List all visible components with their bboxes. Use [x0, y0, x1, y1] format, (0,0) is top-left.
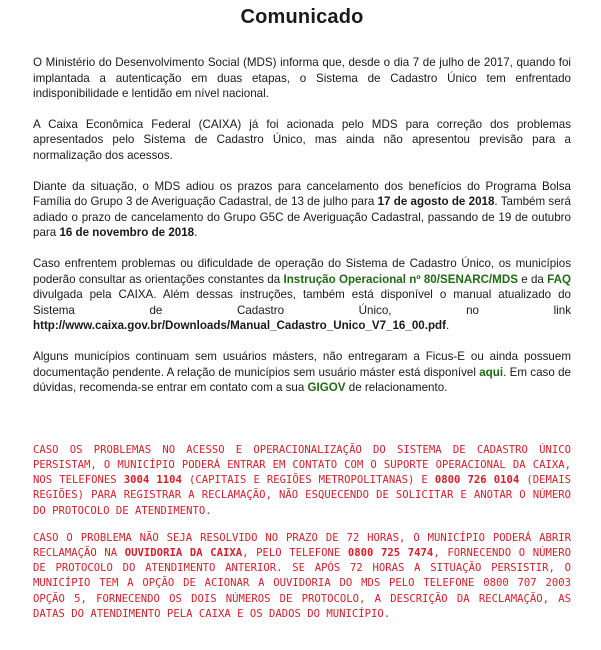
phone-capitals: 3004 1104: [123, 474, 182, 487]
text: CASO OS PROBLEMAS NO ACESSO E OPERACIONALIZAÇÃO DO SISTEMA DE CADASTRO ÚNICO PERSISTAM, O MUNICÍPIO PODERÁ ENTRAR EM CONTATO COM O SUPORTE OPERACIONAL DA CAIXA, NOS TELEFONES: [33, 443, 571, 487]
instrucao-operacional-link[interactable]: Instrução Operacional nº 80/SENARC/MDS: [283, 272, 518, 286]
aqui-link[interactable]: aqui: [479, 365, 504, 379]
text: Diante da situação, o MDS adiou os prazos para cancelamento dos benefícios do Programa Bolsa Família do Grupo 3 de Averiguação Cadastral, de 13 de julho para: [33, 179, 571, 209]
text: (CAPITAIS E REGIÕES METROPOLITANAS) E: [181, 474, 435, 487]
text: de relacionamento.: [345, 381, 448, 395]
gigov-link[interactable]: GIGOV: [307, 381, 346, 395]
faq-link[interactable]: FAQ: [547, 272, 571, 286]
date-august: 17 de agosto de 2018: [377, 195, 495, 209]
phone-ouvidoria: 0800 725 7474: [347, 546, 434, 559]
paragraph-guidance: [33, 256, 571, 334]
text: .: [194, 226, 198, 240]
date-november: 16 de novembro de 2018: [59, 226, 195, 240]
text: divulgada pela CAIXA. Além dessas instruções, também está disponível o manual atualizado do Sistema de Cadastro Único, no link: [33, 288, 571, 317]
alert-support-contact: [33, 443, 571, 519]
text: . Em caso de dúvidas, recomenda-se entrar em contato com a sua: [33, 365, 571, 395]
paragraph-deadlines: [33, 179, 571, 241]
text: .: [445, 319, 450, 333]
ouvidoria-caixa: OUVIDORIA DA CAIXA: [124, 546, 243, 559]
paragraph-caixa: A Caixa Econômica Federal (CAIXA) já foi acionada pelo MDS para correção dos problemas apresentados pelo Sistema de Cadastro Único, mas ainda não apresentou previsão para a normalização dos acessos.: [33, 117, 571, 162]
page-title: Comunicado: [240, 6, 364, 28]
phone-other-regions: 0800 726 0104: [434, 474, 520, 487]
alert-ombudsman: [33, 531, 571, 622]
paragraph-intro: O Ministério do Desenvolvimento Social (MDS) informa que, desde o dia 7 de julho de 2017, quando foi implantada a autenticação em duas etapas, o Sistema de Cadastro Único tem enfrentado indisponibilidade e lentidão em nível nacional.: [33, 56, 571, 101]
text: CASO O PROBLEMA NÃO SEJA RESOLVIDO NO PRAZO DE 72 HORAS, O MUNICÍPIO PODERÁ ABRIR RECLAMAÇÃO NA: [33, 531, 571, 559]
text: (DEMAIS REGIÕES) PARA REGISTRAR A RECLAMAÇÃO, NÃO ESQUECENDO DE SOLICITAR E ANOTAR O NÚMERO DO PROTOCOLO DE ATENDIMENTO.: [33, 474, 572, 517]
text: Alguns municípios continuam sem usuários másters, não entregaram a Ficus-E ou ainda possuem documentação pendente. A relação de municípios sem usuário máster está disponível: [33, 349, 571, 379]
spacer: [33, 411, 571, 443]
text: Caso enfrentem problemas ou dificuldade de operação do Sistema de Cadastro Único, os municípios poderão consultar as orientações constantes da: [33, 256, 571, 286]
paragraph-masters: [33, 349, 571, 396]
text: , FORNECENDO O NÚMERO DE PROTOCOLO DO ATENDIMENTO ANTERIOR. SE APÓS 72 HORAS A SITUAÇÃO PERSISTIR, O MUNICÍPIO TEM A OPÇÃO DE ACIONAR A OUVIDORIA DO MDS PELO TELEFONE 0800 707 2003 OPÇÃO 5, FORNECENDO OS DOIS NÚMEROS DE PROTOCOLO, A DESCRIÇÃO DA RECLAMAÇÃO, AS DATAS DO ATENDIMENTO PELA CAIXA E OS DADOS DO MUNICÍPIO.: [33, 546, 572, 620]
text: e da: [517, 272, 548, 286]
text: , PELO TELEFONE: [242, 546, 348, 559]
manual-url-link[interactable]: http://www.caixa.gov.br/Downloads/Manual_Cadastro_Unico_V7_16_00.pdf: [33, 319, 446, 333]
text: . Também será adiado o prazo de cancelamento do Grupo G5C de Averiguação Cadastral, passando de 19 de outubro para: [33, 195, 571, 240]
